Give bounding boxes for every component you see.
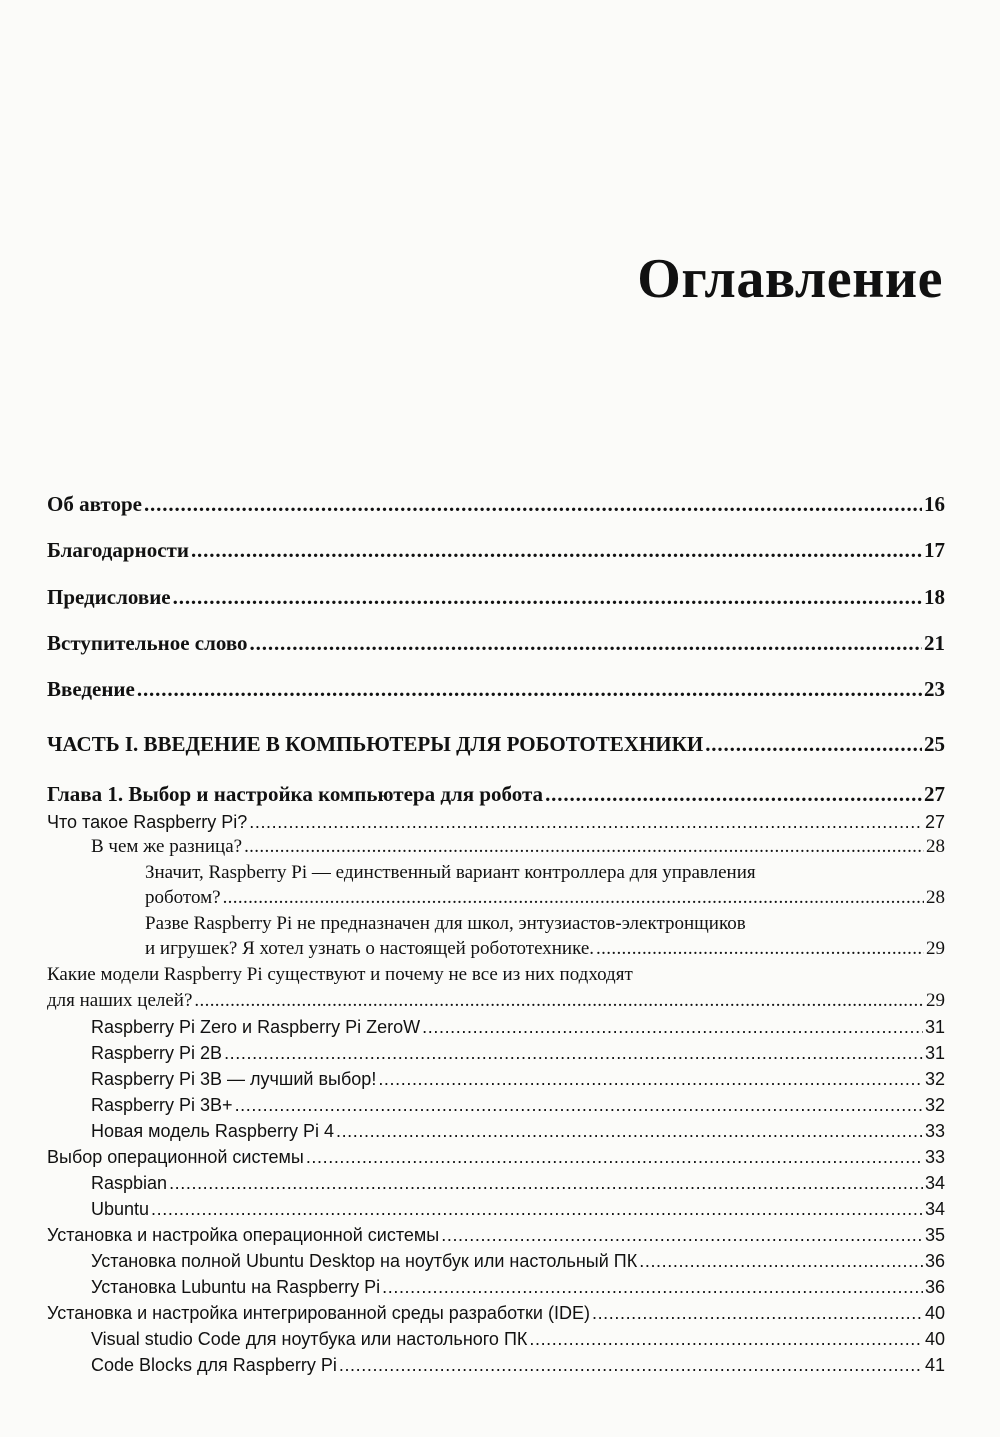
toc-entry-label: Установка и настройка операционной системы [47, 1225, 440, 1245]
toc-page-number: 36 [924, 1251, 945, 1271]
toc-page-number: 33 [924, 1147, 945, 1167]
toc-entry-label-line2: и игрушек? Я хотел узнать о настоящей робототехнике. [145, 938, 595, 959]
dot-leader [378, 1069, 923, 1090]
toc-page-number: 18 [924, 585, 945, 609]
dot-leader [529, 1329, 923, 1350]
toc-page-number: 28 [926, 836, 945, 857]
dot-leader [191, 538, 922, 563]
toc-entry-section[interactable] [47, 1303, 945, 1324]
toc-entry-chapter-1[interactable] [47, 782, 945, 807]
toc-page-number: 23 [924, 677, 945, 701]
toc-page-number: 25 [924, 732, 945, 756]
toc-entry-label: Raspberry Pi 3B — лучший выбор! [91, 1069, 377, 1089]
toc-entry-subsection[interactable] [91, 1199, 945, 1220]
toc-entry-subsection[interactable] [91, 1277, 945, 1298]
dot-leader [705, 732, 922, 757]
toc-entry-introduction[interactable] [47, 677, 945, 702]
toc-page-number: 41 [924, 1355, 945, 1375]
toc-entry-subsection[interactable] [91, 1173, 945, 1194]
dot-leader [244, 836, 924, 858]
toc-entry-foreword[interactable] [47, 631, 945, 656]
toc-entry-section[interactable] [47, 812, 945, 833]
toc-page-number: 29 [926, 938, 945, 959]
toc-entry-section[interactable] [47, 1147, 945, 1168]
dot-leader [596, 938, 924, 960]
dot-leader [382, 1277, 923, 1298]
toc-entry-subsection[interactable] [91, 1121, 945, 1142]
toc-page-number: 16 [924, 492, 945, 516]
toc-entry-label: В чем же разница? [91, 836, 243, 857]
toc-entry-label: Глава 1. Выбор и настройка компьютера для робота [47, 782, 544, 806]
toc-entry-label: Установка полной Ubuntu Desktop на ноутбук или настольный ПК [91, 1251, 638, 1271]
toc-page-number: 27 [924, 782, 945, 806]
toc-page-number: 28 [926, 887, 945, 908]
toc-entry-label: Выбор операционной системы [47, 1147, 304, 1167]
dot-leader [173, 585, 922, 610]
toc-entry-label: Raspbian [91, 1173, 168, 1193]
dot-leader [249, 812, 923, 833]
toc-page-number: 33 [924, 1121, 945, 1141]
toc-entry-subsection[interactable] [91, 1095, 945, 1116]
toc-entry-label-line2: роботом? [145, 887, 221, 908]
toc-entry-label: Предисловие [47, 585, 171, 609]
toc-entry-about-author[interactable] [47, 492, 945, 517]
toc-entry-label-line1: Разве Raspberry Pi не предназначен для школ, энтузиастов-электронщиков [145, 913, 746, 934]
toc-entry-label: Установка и настройка интегрированной среды разработки (IDE) [47, 1303, 590, 1323]
toc-entry-label: Что такое Raspberry Pi? [47, 812, 248, 832]
toc-entry-subsubsection[interactable] [145, 938, 945, 960]
toc-entry-acknowledgements[interactable] [47, 538, 945, 563]
toc-entry-label: Visual studio Code для ноутбука или настольного ПК [91, 1329, 528, 1349]
dot-leader [169, 1173, 923, 1194]
dot-leader [194, 990, 924, 1012]
dot-leader [422, 1017, 923, 1038]
dot-leader [151, 1199, 923, 1220]
toc-page-number: 40 [924, 1329, 945, 1349]
toc-page-number: 21 [924, 631, 945, 655]
toc-entry-preface[interactable] [47, 585, 945, 610]
toc-page-number: 34 [924, 1173, 945, 1193]
toc-entry-subsection[interactable] [91, 1251, 945, 1272]
toc-page-number: 31 [924, 1017, 945, 1037]
toc-entry-label: Raspberry Pi Zero и Raspberry Pi ZeroW [91, 1017, 421, 1037]
dot-leader [137, 677, 922, 702]
dot-leader [639, 1251, 923, 1272]
toc-page-number: 40 [924, 1303, 945, 1323]
toc-entry-label: Новая модель Raspberry Pi 4 [91, 1121, 334, 1141]
toc-entry-label: Вступительное слово [47, 631, 248, 655]
toc-page-number: 27 [924, 812, 945, 832]
dot-leader [144, 492, 922, 517]
dot-leader [545, 782, 922, 807]
toc-entry-subsection[interactable] [91, 1329, 945, 1350]
toc-entry-label: Об авторе [47, 492, 142, 516]
dot-leader [224, 1043, 923, 1064]
toc-entry-subsection[interactable] [91, 1017, 945, 1038]
dot-leader [306, 1147, 923, 1168]
toc-page-number: 17 [924, 538, 945, 562]
toc-page-number: 35 [924, 1225, 945, 1245]
toc-page-number: 34 [924, 1199, 945, 1219]
toc-entry-subsubsection[interactable] [145, 887, 945, 909]
toc-entry-label: Благодарности [47, 538, 189, 562]
toc-page-number: 32 [924, 1069, 945, 1089]
toc-entry-label-line1: Какие модели Raspberry Pi существуют и почему не все из них подходят [47, 964, 633, 985]
toc-page-number: 29 [926, 990, 945, 1011]
toc-entry-section[interactable] [47, 1225, 945, 1246]
toc-entry-section[interactable] [47, 990, 945, 1012]
toc-entry-label-line1: Значит, Raspberry Pi — единственный вариант контроллера для управления [145, 862, 756, 883]
toc-entry-label-line2: для наших целей? [47, 990, 193, 1011]
page-title: Оглавление [637, 248, 943, 310]
toc-entry-subsection[interactable] [91, 1069, 945, 1090]
toc-entry-subsection[interactable] [91, 1043, 945, 1064]
toc-entry-label: Raspberry Pi 2B [91, 1043, 223, 1063]
toc-entry-label: Установка Lubuntu на Raspberry Pi [91, 1277, 381, 1297]
toc-entry-label: Ubuntu [91, 1199, 150, 1219]
toc-entry-label: ЧАСТЬ I. ВВЕДЕНИЕ В КОМПЬЮТЕРЫ ДЛЯ РОБОТОТЕХНИКИ [47, 732, 704, 756]
toc-entry-label: Raspberry Pi 3B+ [91, 1095, 233, 1115]
toc-entry-subsection[interactable] [91, 836, 945, 858]
toc-entry-label: Введение [47, 677, 135, 701]
toc-entry-label: Code Blocks для Raspberry Pi [91, 1355, 337, 1375]
toc-entry-subsection[interactable] [91, 1355, 945, 1376]
dot-leader [235, 1095, 923, 1116]
dot-leader [250, 631, 922, 656]
toc-entry-part-1[interactable] [47, 732, 945, 757]
toc-page-number: 36 [924, 1277, 945, 1297]
dot-leader [592, 1303, 923, 1324]
dot-leader [441, 1225, 923, 1246]
dot-leader [339, 1355, 923, 1376]
dot-leader [336, 1121, 923, 1142]
toc-page-number: 32 [924, 1095, 945, 1115]
dot-leader [223, 887, 924, 909]
toc-page-number: 31 [924, 1043, 945, 1063]
